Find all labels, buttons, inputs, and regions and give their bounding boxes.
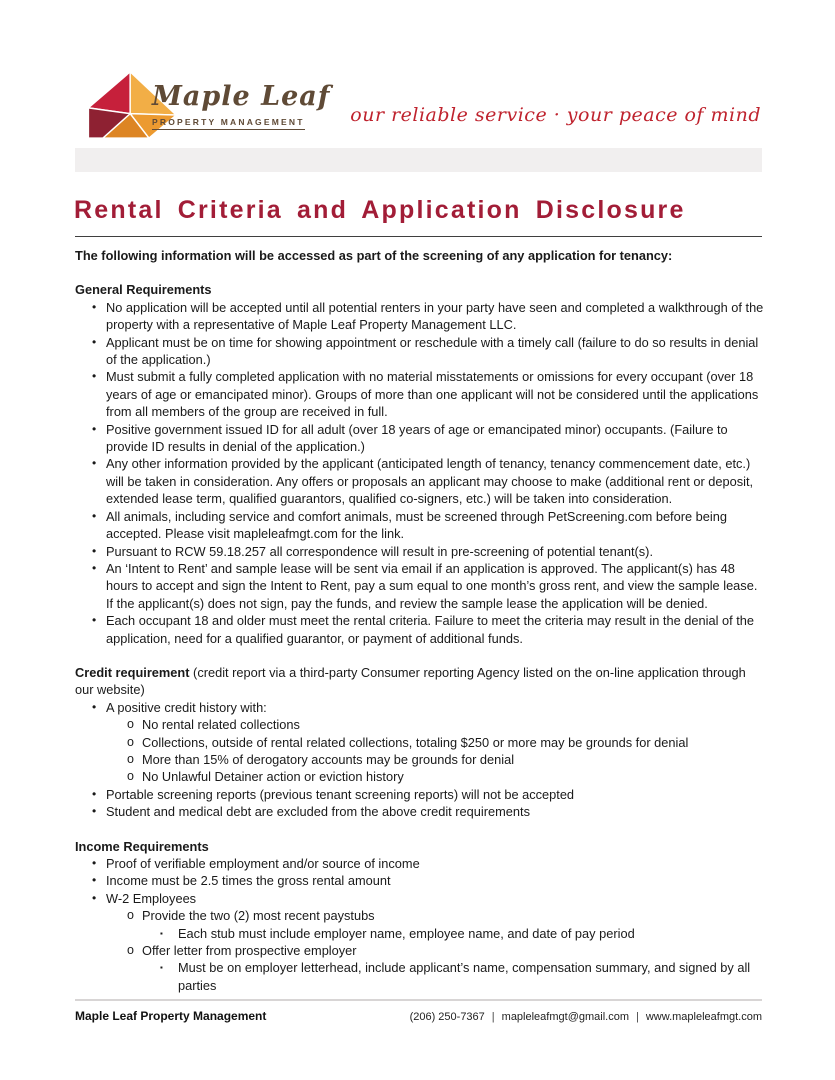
bullet-marker: • xyxy=(92,421,97,436)
list-item xyxy=(75,786,764,803)
footer-email: mapleleafmgt@gmail.com xyxy=(501,1011,629,1023)
list-item-text: No application will be accepted until all potential renters in your party have seen and completed a walkthrough of the property with a representative of Maple Leaf Property Management LLC. xyxy=(106,299,764,333)
logo-text xyxy=(152,82,352,130)
bullet-marker: • xyxy=(92,873,97,888)
list-item-text: Any other information provided by the applicant (anticipated length of tenancy, tenancy commencement date, etc.) will be taken in consideration. Any offers or proposals an applicant may choose to make (additional rent or deposit, extended lease term, qualified guarantors, qualified co-signers, etc.) will be taken into consideration. xyxy=(106,456,754,507)
list-item xyxy=(75,803,764,820)
list-item xyxy=(75,716,764,733)
list-item-text: Each stub must include employer name, employee name, and date of pay period xyxy=(178,925,635,941)
bullet-marker: • xyxy=(92,856,97,870)
list-item xyxy=(75,455,764,507)
bullet-marker: • xyxy=(92,334,97,349)
bullet-marker: • xyxy=(92,560,97,575)
list-item xyxy=(75,925,764,942)
list-item-text: Must submit a fully completed application with no material misstatements or omissions for every occupant (over 18 years of age or emancipated minor). Groups of more than one applicant will not be considered until the applications from all members of the group are received in full. xyxy=(106,369,759,420)
list-item-text: Offer letter from prospective employer xyxy=(142,943,357,959)
title-rule xyxy=(75,236,762,237)
list-item-text: Collections, outside of rental related collections, totaling $250 or more may be grounds for denial xyxy=(142,734,689,750)
list-item xyxy=(75,942,764,959)
list-item-text: W-2 Employees xyxy=(106,890,197,906)
list-item xyxy=(75,334,764,369)
section-heading xyxy=(75,664,764,699)
bullet-marker: o xyxy=(127,751,134,766)
list-item xyxy=(75,872,764,889)
list-item xyxy=(75,543,764,560)
section-heading-text: Income Requirements xyxy=(75,838,209,854)
list-item xyxy=(75,612,764,647)
list-item xyxy=(75,768,764,785)
list-item-text: Proof of verifiable employment and/or source of income xyxy=(106,856,420,871)
section-heading-text: Credit requirement xyxy=(75,664,190,680)
section-2 xyxy=(75,664,764,821)
list-item-text: Income must be 2.5 times the gross rental amount xyxy=(106,873,391,889)
list-item xyxy=(75,421,764,456)
bullet-marker: o xyxy=(127,943,134,958)
bullet-marker: • xyxy=(92,786,97,801)
bullet-marker: • xyxy=(92,369,97,384)
list-item xyxy=(75,299,764,334)
list-item-text: Each occupant 18 and older must meet the rental criteria. Failure to meet the criteria may result in the denial of the application, need for a qualified guarantor, or payment of additional funds. xyxy=(106,613,754,646)
page-title: Rental Criteria and Application Disclosure xyxy=(74,196,686,224)
section-3 xyxy=(75,838,764,995)
list-item xyxy=(75,699,764,716)
list-item xyxy=(75,560,764,612)
list-item-text: Student and medical debt are excluded from the above credit requirements xyxy=(106,804,530,820)
section-heading xyxy=(75,281,764,298)
header-divider-band xyxy=(75,148,762,172)
intro-line: The following information will be accessed as part of the screening of any application for tenancy: xyxy=(75,248,673,263)
footer-phone: (206) 250-7367 xyxy=(409,1011,485,1023)
list-item-text: Provide the two (2) most recent paystubs xyxy=(142,908,375,924)
bullet-marker: o xyxy=(127,769,134,784)
section-heading xyxy=(75,838,764,855)
bullet-marker: o xyxy=(127,717,134,732)
bullet-marker: • xyxy=(92,456,97,471)
footer-website: www.mapleleafmgt.com xyxy=(645,1011,762,1023)
list-item xyxy=(75,959,764,994)
footer-separator: | xyxy=(635,1011,639,1023)
section-heading-suffix: (credit report via a third-party Consumer reporting Agency listed on the on-line application through our website) xyxy=(75,664,746,698)
tagline: our reliable service · your peace of mind xyxy=(350,104,761,126)
list-item xyxy=(75,907,764,924)
list-item-text: A positive credit history with: xyxy=(106,699,267,715)
bullet-marker: o xyxy=(127,908,134,923)
list-item-text: Positive government issued ID for all adult (over 18 years of age or emancipated minor) occupants. (Failure to provide ID results in denial of the application.) xyxy=(106,421,728,455)
logo-subtitle: PROPERTY MANAGEMENT xyxy=(152,117,305,130)
bullet-marker: • xyxy=(92,613,97,628)
bullet-marker: • xyxy=(92,543,97,558)
section-1 xyxy=(75,281,764,647)
bullet-marker: • xyxy=(92,804,97,819)
footer-company: Maple Leaf Property Management xyxy=(75,1009,267,1023)
list-item xyxy=(75,855,764,872)
footer-separator: | xyxy=(491,1011,495,1023)
list-item-text: Applicant must be on time for showing appointment or reschedule with a timely call (failure to do so results in denial of the application.) xyxy=(106,334,759,368)
bullet-marker: ▪ xyxy=(160,963,163,973)
bullet-marker: o xyxy=(127,734,134,749)
list-item-text: No Unlawful Detainer action or eviction history xyxy=(142,769,404,785)
bullet-marker: • xyxy=(92,299,97,314)
list-item-text: More than 15% of derogatory accounts may be grounds for denial xyxy=(142,751,515,767)
list-item-text: Must be on employer letterhead, include applicant’s name, compensation summary, and signed by all parties xyxy=(178,960,751,993)
list-item-text: Pursuant to RCW 59.18.257 all correspondence will result in pre-screening of potential tenant(s). xyxy=(106,543,653,559)
bullet-marker: • xyxy=(92,890,97,905)
bullet-marker: • xyxy=(92,508,97,523)
list-item-text: Portable screening reports (previous tenant screening reports) will not be accepted xyxy=(106,786,575,802)
footer xyxy=(75,999,762,1023)
list-item-text: An ‘Intent to Rent’ and sample lease will be sent via email if an application is approved. The applicant(s) has 48 hours to accept and sign the Intent to Rent, pay a sum equal to one month’s gross rent, and view the sample lease. If the applicant(s) does not sign, pay the funds, and review the sample lease the application will be denied. xyxy=(106,560,758,611)
bullet-marker: • xyxy=(92,699,97,714)
footer-contact xyxy=(410,1011,762,1023)
list-item-text: No rental related collections xyxy=(142,717,300,733)
list-item xyxy=(75,890,764,907)
list-item xyxy=(75,508,764,543)
section-heading-text: General Requirements xyxy=(75,282,212,298)
list-item xyxy=(75,734,764,751)
sections xyxy=(75,281,764,994)
list-item xyxy=(75,751,764,768)
bullet-marker: ▪ xyxy=(160,928,163,938)
list-item-text: All animals, including service and comfort animals, must be screened through PetScreening.com before being accepted. Please visit mapleleafmgt.com for the link. xyxy=(106,508,727,542)
document-body xyxy=(75,247,764,994)
logo-company-name: Maple Leaf xyxy=(152,81,331,112)
list-item xyxy=(75,368,764,420)
